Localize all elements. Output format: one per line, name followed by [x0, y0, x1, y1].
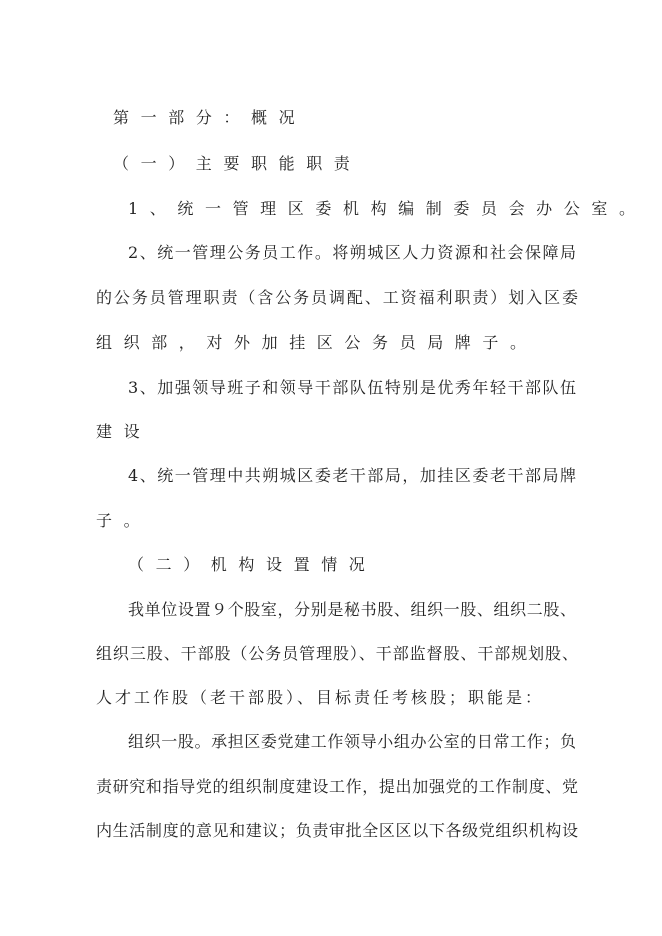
duty-item-2-line-1: 2、统一管理公务员工作。将朔城区人力资源和社会保障局 — [128, 243, 576, 262]
part-heading: 第一部分：概况 — [113, 108, 307, 127]
duty-item-4-line-1: 4、统一管理中共朔城区委老干部局，加挂区委老干部局牌 — [128, 466, 576, 485]
section-title-1: （一）主要职能职责 — [113, 154, 362, 173]
org-paragraph-line-3: 内生活制度的意见和建议；负责审批全区区以下各级党组织机构设 — [96, 821, 578, 840]
duty-item-4-line-2: 子。 — [96, 511, 152, 530]
section-title-2: （二）机构设置情况 — [128, 555, 377, 574]
setup-paragraph-line-2: 组织三股、干部股（公务员管理股）、干部监督股、干部规划股、 — [96, 644, 578, 663]
setup-paragraph-line-3: 人才工作股（老干部股）、目标责任考核股；职能是： — [96, 688, 545, 707]
org-paragraph-line-1: 组织一股。承担区委党建工作领导小组办公室的日常工作；负 — [128, 732, 576, 751]
duty-item-3-line-1: 3、加强领导班子和领导干部队伍特别是优秀年轻干部队伍 — [128, 378, 576, 397]
duty-item-1: 1、统一管理区委机构编制委员会办公室。 — [128, 199, 647, 218]
duty-item-2-line-2: 的公务员管理职责（含公务员调配、工资福利职责）划入区委 — [96, 288, 578, 307]
duty-item-3-line-2: 建设 — [96, 422, 152, 441]
org-paragraph-line-2: 责研究和指导党的组织制度建设工作，提出加强党的工作制度、党 — [96, 777, 578, 796]
setup-paragraph-line-1: 我单位设置９个股室，分别是秘书股、组织一股、组织二股、 — [128, 600, 576, 619]
duty-item-2-line-3: 组织部，对外加挂区公务员局牌子。 — [96, 333, 538, 352]
